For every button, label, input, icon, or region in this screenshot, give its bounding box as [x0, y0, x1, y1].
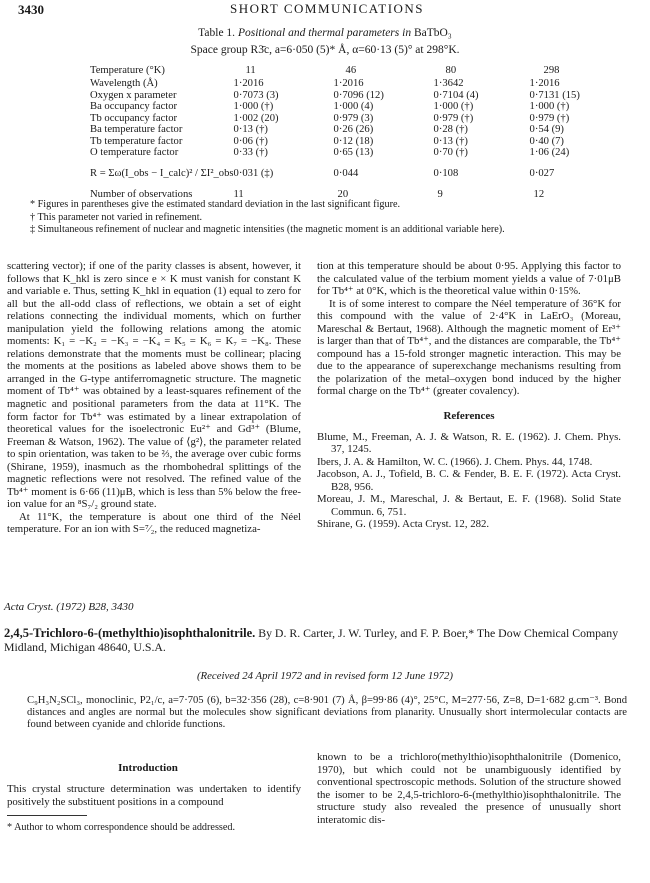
article-heading [4, 626, 634, 654]
table-row [90, 147, 624, 159]
table-row [90, 124, 624, 136]
cell: 0·7131 (15) [529, 89, 580, 101]
cell: 1·2016 [233, 78, 264, 89]
footnote: * Figures in parentheses give the estimated standard deviation in the last significant figure. [30, 199, 401, 210]
row-label: Tb temperature factor [90, 135, 183, 147]
page-number: 3430 [18, 2, 44, 17]
table-caption-formula: BaTbO₃ [413, 27, 452, 39]
r-factor-label: R = Σω(I_obs − I_calc)² / ΣI²_obs [90, 167, 234, 179]
row-label: Ba occupancy factor [90, 101, 178, 112]
journal-citation: Acta Cryst. (1972) B28, 3430 [4, 601, 134, 613]
cell: 20 [337, 188, 349, 200]
cell: 0·13 (†) [233, 124, 268, 135]
cell: 0·33 (†) [233, 147, 268, 158]
row-label: Oxygen x parameter [90, 89, 177, 101]
table-row [90, 136, 624, 148]
cell: 0·027 [529, 167, 555, 179]
cell: 0·13 (†) [433, 135, 468, 147]
cell: 0·979 (†) [529, 112, 570, 124]
references-heading: References [443, 410, 495, 423]
received-dates: (Received 24 April 1972 and in revised form 12 June 1972) [196, 670, 454, 682]
article-title: 2,4,5-Trichloro-6-(methylthio)isophthalonitrile. [4, 626, 256, 640]
cell: 0·26 (26) [333, 124, 374, 135]
table-footnotes [30, 199, 505, 237]
reference-item: Shirane, G. (1959). Acta Cryst. 12, 282. [317, 518, 490, 531]
row-label: Ba temperature factor [90, 124, 183, 135]
cell: 11 [233, 188, 244, 200]
row-label: O temperature factor [90, 147, 179, 158]
abstract: C₉H₃N₂SCl₃, monoclinic, P2₁/c, a=7·705 (6), b=32·356 (28), c=8·901 (7) Å, β=99·86 (4)°, 25°C, M=277·56, Z=8, D=1·682 g.cm⁻³. Bond distances and angles are normal but the molecules show significant deviations from planarity. Unusually short intermolecular contacts are found between cyanide and chloride functions. [27, 695, 627, 731]
table-caption [0, 27, 650, 39]
table-row [90, 78, 624, 90]
temperature-11: 11 [245, 65, 256, 76]
cell: 12 [533, 188, 545, 200]
cell: 1·000 (†) [529, 101, 570, 112]
paragraph: scattering vector); if one of the parity classes is absent, however, it follows that K_hkl is zero since e × K must vanish for constant K and variable e. Thus, setting K_hkl in equation (1) equal to zero for all but the all-odd class of reflections, we obtain a set of eight relations connecting the individual moments, which on further manipulation yield the following relations among the atomic moments: K₁ = −K₂ = −K₃ = −K₄ = K₅ = K₆ = K₇ = −K₈. These relations demonstrate that the moments must be collinear; placing the moments at the positions as labeled above shows them to be arranged in the G-type antiferromagnetic structure. The magnetic moment of Tb⁴⁺ was obtained by a least-squares refinement of the magnetic and positional parameters from the data at 11°K. The form factor for Tb⁴⁺ was estimated by a linear extrapolation of theoretical values for the isoelectronic Eu²⁺ and Gd³⁺ (Blume, Freeman & Watson, 1962). The value of ⟨g²⟩, the parameter related to spin orientation, was taken to be ⅔, the average over cubic forms (Shirane, 1959), inasmuch as the rhombohedral splittings of the magnetic reflections were not resolved. The refined value of the Tb⁴⁺ moment is 6·66 (11)μB, which is less than 5% below the free-ion value for an ⁸S₇/₂ ground state. [7, 260, 301, 511]
cell: 0·54 (9) [529, 124, 564, 135]
temperature-46: 46 [345, 65, 357, 76]
observations-label: Number of observations [90, 188, 193, 200]
parameter-table [90, 65, 624, 201]
table-row [90, 101, 624, 113]
footnote: † This parameter not varied in refinement. [30, 211, 203, 223]
cell: 1·2016 [529, 78, 560, 89]
cell: 0·979 (†) [433, 112, 474, 124]
table-row [90, 113, 624, 125]
temperature-298: 298 [543, 65, 560, 76]
cell: 1·3642 [433, 78, 464, 89]
footnote: ‡ Simultaneous refinement of nuclear and magnetic intensities (the magnetic moment is an additional variable here). [30, 224, 505, 235]
introduction-heading: Introduction [118, 762, 178, 774]
space-group-line: Space group R3̄c, a=6·050 (5)* Å, α=60·13 (5)° at 298°K. [190, 44, 460, 56]
row-label: Tb occupancy factor [90, 112, 178, 124]
article-authors: By D. R. Carter, J. W. Turley, and F. P. Boer,* The Dow Chemical Company Midland, Michigan 48640, U.S.A. [4, 626, 619, 654]
cell: 0·12 (18) [333, 135, 374, 147]
cell: 0·108 [433, 167, 459, 179]
cell: 0·044 [333, 167, 359, 179]
footnote-divider [7, 815, 87, 816]
table-caption-italic: Positional and thermal parameters in [237, 27, 412, 39]
author-footnote: * Author to whom correspondence should be addressed. [7, 822, 236, 833]
cell: 0·28 (†) [433, 124, 468, 135]
cell: 0·031 (‡) [233, 167, 274, 179]
temperature-label: Temperature (°K) [90, 65, 165, 76]
table-caption-prefix: Table 1. [198, 27, 236, 39]
table-row [90, 90, 624, 102]
cell: 1·2016 [333, 78, 364, 89]
cell: 1·000 (4) [333, 101, 374, 112]
cell: 0·70 (†) [433, 147, 468, 158]
cell: 1·000 (†) [233, 101, 274, 112]
temperature-80: 80 [445, 65, 457, 76]
cell: 0·7073 (3) [233, 89, 279, 101]
table-header-row [90, 65, 624, 78]
introduction-text: This crystal structure determination was undertaken to identify positively the substituent positions in a compound [7, 783, 301, 808]
reference-item: Blume, M., Freeman, A. J. & Watson, R. E. (1962). J. Chem. Phys. 37, 1245. [317, 430, 621, 456]
cell: 1·002 (20) [233, 112, 279, 124]
left-column [7, 260, 301, 536]
article2-right-column: known to be a trichloro(methylthio)isophthalonitrile (Domenico, 1970), but which could not be unambiguously identified by conventional spectroscopic methods. Solution of the structure showed the isomer to be 2,4,5-trichloro-6-(methylthio)isophthalonitrile. The structure study also revealed the presence of unusually short interatomic dis- [317, 751, 621, 826]
cell: 1·06 (24) [529, 147, 570, 158]
paragraph: It is of some interest to compare the Néel temperature of 36°K for this compound with the value of 2·4°K in LaErO₃ (Moreau, Mareschal & Bertaut, 1968). Although the magnetic moment of Er³⁺ is larger than that of Tb⁴⁺, and the distances are comparable, the Tb⁴⁺ compound has a 15-fold stronger magnetic interaction. This may be due to the appearance of superexchange mechanisms resulting from the polarization of the metal–oxygen bond induced by the higher formal charge on the Tb⁴⁺ (greater covalency). [317, 297, 621, 398]
reference-item: Jacobson, A. J., Tofield, B. C. & Fender, B. E. F. (1972). Acta Cryst. B28, 956. [317, 468, 621, 493]
row-label: Wavelength (Å) [90, 78, 158, 89]
reference-item: Ibers, J. A. & Hamilton, W. C. (1966). J. Chem. Phys. 44, 1748. [317, 455, 593, 468]
cell: 0·06 (†) [233, 135, 268, 147]
r-factor-row [90, 159, 624, 189]
cell: 0·7104 (4) [433, 89, 479, 101]
reference-item: Moreau, J. M., Mareschal, J. & Bertaut, E. F. (1968). Solid State Commun. 6, 751. [317, 493, 621, 518]
cell: 1·000 (†) [433, 101, 474, 112]
cell: 9 [437, 188, 443, 200]
cell: 0·65 (13) [333, 147, 374, 158]
cell: 0·7096 (12) [333, 89, 384, 101]
cell: 0·979 (3) [333, 112, 374, 124]
paragraph: At 11°K, the temperature is about one third of the Néel temperature. For an ion with S=⁷⁄₂, the reduced magnetiza- [7, 510, 301, 536]
running-title: SHORT COMMUNICATIONS [230, 1, 425, 16]
cell: 0·40 (7) [529, 135, 564, 147]
right-column [317, 260, 621, 531]
paragraph: tion at this temperature should be about 0·95. Applying this factor to the calculated value of the terbium moment yields a value of 7·01μB for Tb⁴⁺ at 0°K, which is the theoretical value within 0·15%. [317, 260, 621, 298]
